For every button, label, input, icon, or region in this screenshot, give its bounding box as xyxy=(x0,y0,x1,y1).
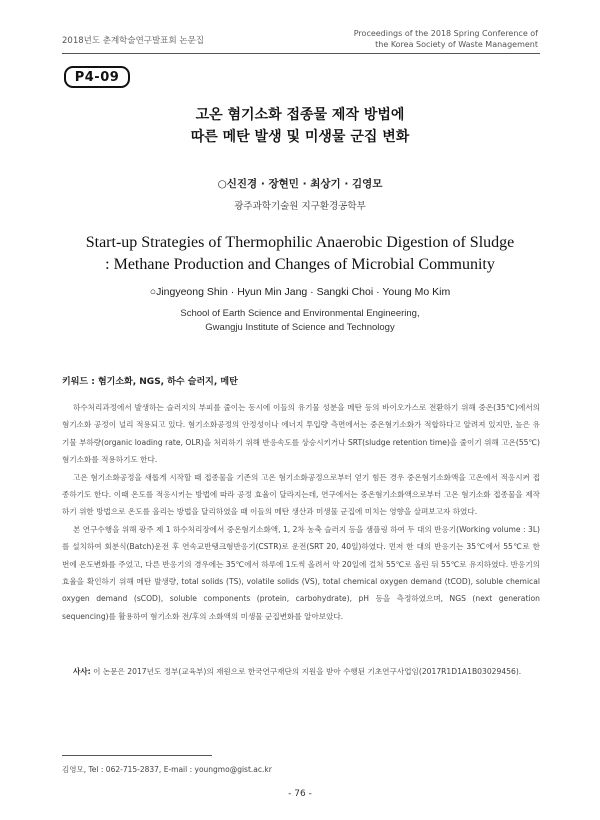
running-header-right-line1: Proceedings of the 2018 Spring Conference of xyxy=(353,29,538,38)
body-paragraph-1: 하수처리과정에서 발생하는 슬러지의 부피를 줄이는 동시에 이들의 유기물 성분을 메탄 등의 바이오가스로 전환하기 위해 중온(35℃)에서의 혐기소화 공정이 널리 적용되고 있다. 혐기소화공정의 안정성이나 에너지 투입량 측면에서는 중온혐기소화가 적합하다고 알려져 있지만, 높은 유기물 부하량(organic loading rate, OLR)을 처리하기 위해 반응속도를 상승시키거나 SRT(sludge retention time)을 줄이기 위해 고온(55℃) 혐기소화를 적용하기도 한다. xyxy=(62,403,540,465)
corresponding-author-footnote: 김영모, Tel : 062-715-2837, E-mail : youngmo@gist.ac.kr xyxy=(62,765,272,774)
page-number: - 76 - xyxy=(288,789,312,799)
abstract-body xyxy=(62,399,540,625)
keywords: 키워드 : 혐기소화, NGS, 하수 슬러지, 메탄 xyxy=(62,377,238,387)
affiliation-english xyxy=(60,307,540,335)
acknowledgement xyxy=(62,663,540,680)
affiliation-english-line1: School of Earth Science and Environmental Engineering, xyxy=(180,308,420,319)
title-english-line1: Start-up Strategies of Thermophilic Anaerobic Digestion of Sludge xyxy=(85,234,515,251)
authors-english: ○Jingyeong Shin · Hyun Min Jang · Sangki Choi · Young Mo Kim xyxy=(149,286,451,298)
affiliation-english-line2: Gwangju Institute of Science and Technology xyxy=(205,322,395,333)
authors-korean: ○신진경 · 장현민 · 최상기 · 김영모 xyxy=(217,178,383,190)
acknowledgement-text: 이 논문은 2017년도 정부(교육부)의 재원으로 한국연구재단의 지원을 받아 수행된 기초연구사업임(2017R1D1A1B03029456). xyxy=(93,667,522,676)
acknowledgement-label: 사사: xyxy=(73,667,91,676)
title-english-line2: : Methane Production and Changes of Microbial Community xyxy=(105,256,495,273)
running-header-right xyxy=(298,28,538,50)
title-korean xyxy=(60,104,540,148)
title-english xyxy=(60,232,540,276)
header-rule xyxy=(62,53,540,54)
running-header-left: 2018년도 춘계학술연구발표회 논문집 xyxy=(62,36,204,46)
body-paragraph-2: 고온 혐기소화공정을 새롭게 시작할 때 접종물을 기존의 고온 혐기소화공정으로부터 얻기 힘든 경우 중온혐기소화액을 고온에서 적응시켜 접종하기도 한다. 이때 온도를 적응시키는 방법에 따라 공정 효율이 달라지는데, 연구에서는 중온혐기소화액으로부터 고온 혐기소화 접종물을 제작하기 위한 방법으로 온도를 올리는 방법을 달리하였을 때 이들의 메탄 생산과 미생물 군집에 미치는 영향을 살펴보고자 하였다. xyxy=(62,472,540,517)
title-korean-line2: 따른 메탄 발생 및 미생물 군집 변화 xyxy=(190,129,410,145)
poster-id-badge: P4-09 xyxy=(64,66,130,88)
footnote-rule xyxy=(62,755,212,756)
title-korean-line1: 고온 혐기소화 접종물 제작 방법에 xyxy=(195,107,405,123)
affiliation-korean: 광주과학기술원 지구환경공학부 xyxy=(234,201,366,212)
running-header-right-line2: the Korea Society of Waste Management xyxy=(375,40,538,49)
body-paragraph-3: 본 연구수행을 위해 광주 제 1 하수처리장에서 중온혐기소화액, 1, 2차 농축 슬러지 등을 샘플링 하여 두 대의 반응기(Working volume : 3L)를 설치하여 회분식(Batch)운전 후 연속교반탱크형반응기(CSTR)로 운전(SRT 20, 40일)하였다. 먼저 한 대의 반응기는 35℃에서 55℃로 한 번에 온도변화를 주었고, 다른 반응기의 경우에는 35℃에서 하루에 1도씩 올려서 약 20일에 걸쳐 55℃로 올린 뒤 55℃로 유지하였다. 반응기의 효율을 확인하기 위해 메탄 발생량, total solids (TS), volatile solids (VS), total chemical oxygen demand (tCOD), soluble chemical oxygen demand (sCOD), soluble components (protein, carbohydrate), pH 등을 측정하였으며, NGS (next generation sequencing)를 활용하여 혐기소화 전/후의 소화액의 미생물 군집변화를 알아보았다. xyxy=(62,524,541,621)
